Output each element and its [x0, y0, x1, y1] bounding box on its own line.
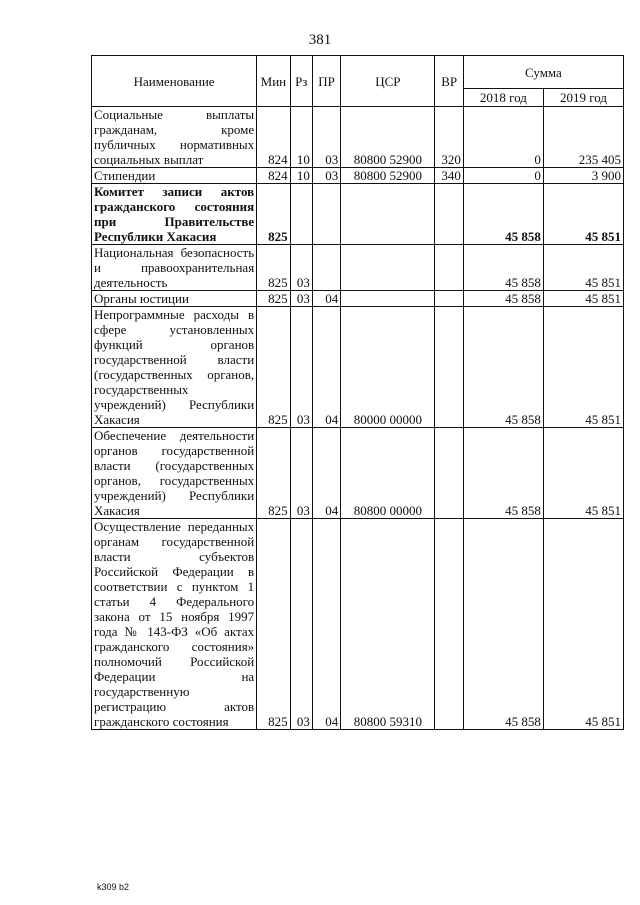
- cell-pr: 04: [312, 307, 340, 428]
- cell-pr: 03: [312, 107, 340, 168]
- cell-y2019: 45 851: [543, 428, 623, 519]
- table-row: [92, 519, 624, 730]
- cell-pr: [312, 184, 340, 245]
- cell-csr: [341, 184, 435, 245]
- cell-csr: 80000 00000: [341, 307, 435, 428]
- cell-y2018: 45 858: [463, 184, 543, 245]
- header-sum: Сумма: [463, 56, 623, 89]
- table-row: [92, 245, 624, 291]
- cell-vr: [435, 428, 463, 519]
- cell-rz: 03: [290, 291, 312, 307]
- cell-vr: 340: [435, 168, 463, 184]
- cell-y2018: 45 858: [463, 307, 543, 428]
- cell-rz: 03: [290, 519, 312, 730]
- cell-vr: [435, 519, 463, 730]
- footer-code: k309 b2: [97, 882, 130, 892]
- cell-rz: 03: [290, 245, 312, 291]
- cell-rz: 03: [290, 307, 312, 428]
- cell-csr: 80800 52900: [341, 168, 435, 184]
- cell-pr: 04: [312, 291, 340, 307]
- cell-y2018: 45 858: [463, 428, 543, 519]
- cell-y2018: 45 858: [463, 291, 543, 307]
- cell-name: Стипендии: [92, 168, 257, 184]
- cell-rz: 10: [290, 168, 312, 184]
- cell-min: 824: [257, 168, 290, 184]
- cell-min: 824: [257, 107, 290, 168]
- header-2019: 2019 год: [543, 89, 623, 107]
- cell-y2018: 45 858: [463, 519, 543, 730]
- cell-min: 825: [257, 519, 290, 730]
- cell-pr: 03: [312, 168, 340, 184]
- header-pr: ПР: [312, 56, 340, 107]
- cell-y2019: 45 851: [543, 307, 623, 428]
- cell-csr: [341, 291, 435, 307]
- table-row: [92, 307, 624, 428]
- cell-name: Социальные выплаты гражданам, кроме публичных нормативных социальных выплат: [92, 107, 257, 168]
- cell-csr: [341, 245, 435, 291]
- table-row: [92, 291, 624, 307]
- cell-min: 825: [257, 307, 290, 428]
- cell-y2019: 45 851: [543, 519, 623, 730]
- header-rz: Рз: [290, 56, 312, 107]
- cell-vr: [435, 245, 463, 291]
- cell-csr: 80800 52900: [341, 107, 435, 168]
- header-min: Мин: [257, 56, 290, 107]
- table-row: [92, 428, 624, 519]
- cell-pr: 04: [312, 519, 340, 730]
- cell-y2019: 45 851: [543, 291, 623, 307]
- header-name: Наименование: [92, 56, 257, 107]
- cell-rz: 03: [290, 428, 312, 519]
- table-row: [92, 168, 624, 184]
- cell-vr: 320: [435, 107, 463, 168]
- cell-y2018: 0: [463, 107, 543, 168]
- cell-vr: [435, 291, 463, 307]
- cell-y2019: 45 851: [543, 245, 623, 291]
- cell-min: 825: [257, 184, 290, 245]
- budget-table: [91, 55, 624, 730]
- cell-vr: [435, 307, 463, 428]
- cell-rz: 10: [290, 107, 312, 168]
- cell-csr: 80800 59310: [341, 519, 435, 730]
- table-row: [92, 107, 624, 168]
- header-csr: ЦСР: [341, 56, 435, 107]
- cell-pr: [312, 245, 340, 291]
- cell-y2018: 45 858: [463, 245, 543, 291]
- cell-min: 825: [257, 291, 290, 307]
- cell-pr: 04: [312, 428, 340, 519]
- cell-y2019: 3 900: [543, 168, 623, 184]
- table-row: [92, 184, 624, 245]
- page-number: 381: [308, 32, 332, 48]
- cell-csr: 80800 00000: [341, 428, 435, 519]
- cell-y2019: 235 405: [543, 107, 623, 168]
- cell-name: Национальная безопасность и правоохранительная деятельность: [92, 245, 257, 291]
- cell-vr: [435, 184, 463, 245]
- cell-name: Обеспечение деятельности органов государственной власти (государственных органов, государственных учреждений) Республики Хакасия: [92, 428, 257, 519]
- cell-min: 825: [257, 245, 290, 291]
- cell-name: Комитет записи актов гражданского состояния при Правительстве Республики Хакасия: [92, 184, 257, 245]
- cell-name: Осуществление переданных органам государственной власти субъектов Российской Федерации в соответствии с пунктом 1 статьи 4 Федерального закона от 15 ноября 1997 года № 143-ФЗ «Об актах гражданского состояния» полномочий Российской Федерации на государственную регистрацию актов гражданского состояния: [92, 519, 257, 730]
- header-vr: ВР: [435, 56, 463, 107]
- cell-name: Непрограммные расходы в сфере установленных функций органов государственной власти (государственных органов, государственных учреждений) Республики Хакасия: [92, 307, 257, 428]
- cell-min: 825: [257, 428, 290, 519]
- cell-name: Органы юстиции: [92, 291, 257, 307]
- cell-rz: [290, 184, 312, 245]
- cell-y2018: 0: [463, 168, 543, 184]
- cell-y2019: 45 851: [543, 184, 623, 245]
- header-2018: 2018 год: [463, 89, 543, 107]
